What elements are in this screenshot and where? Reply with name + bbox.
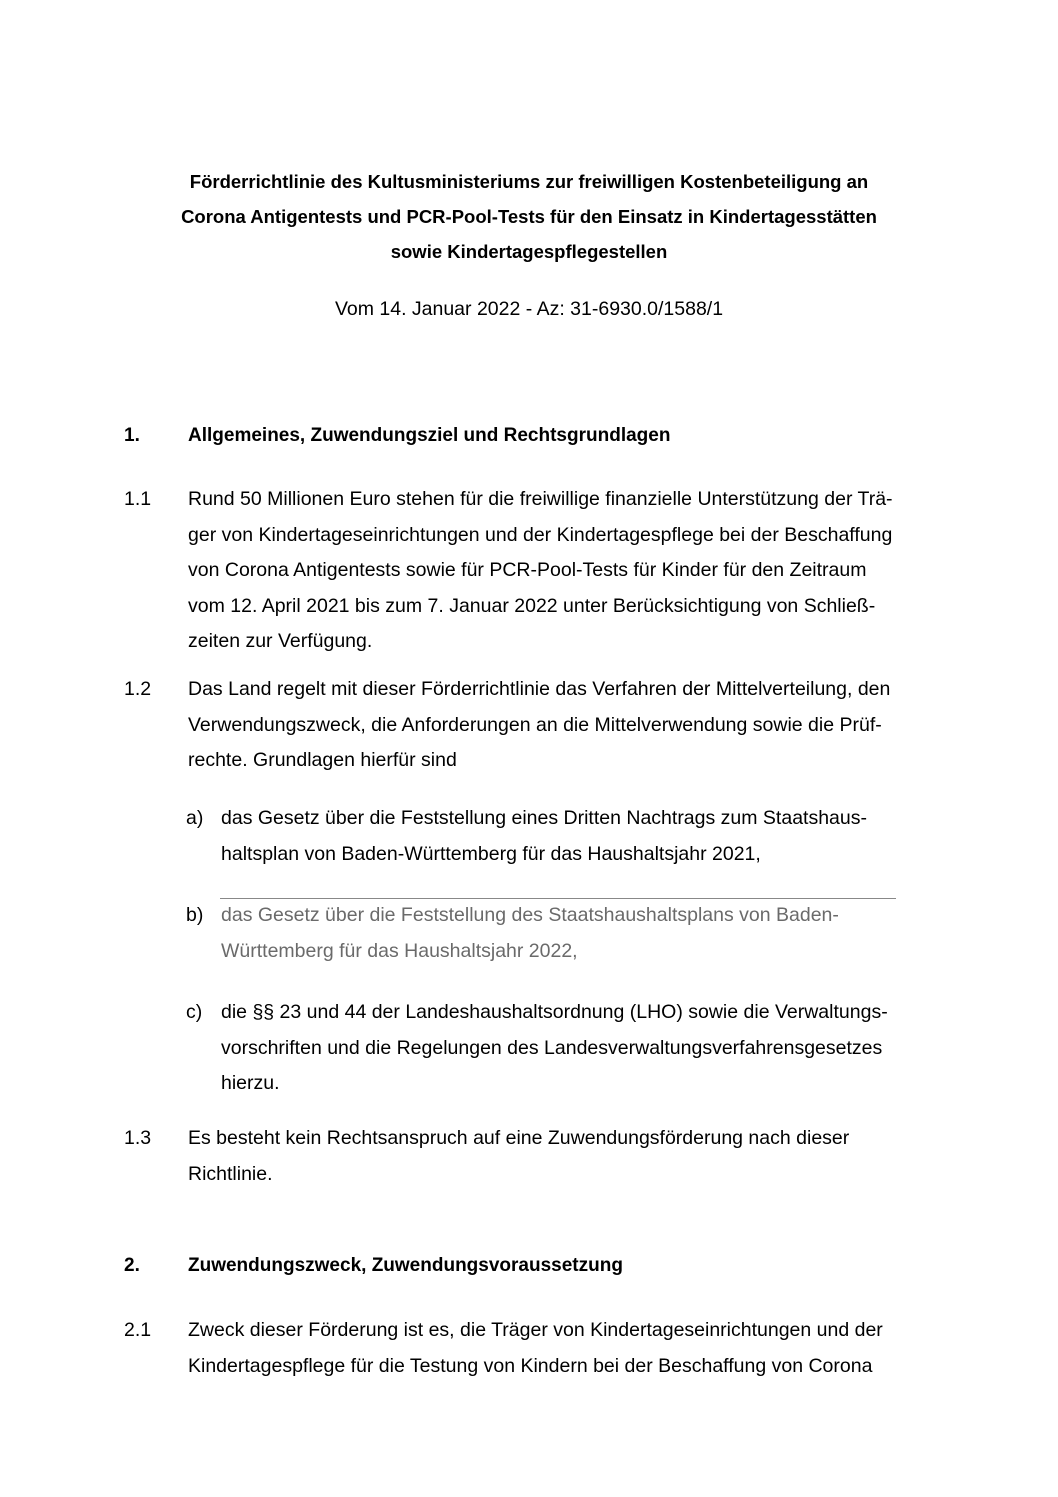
text-line: rechte. Grundlagen hierfür sind (188, 749, 457, 771)
text-line: das Gesetz über die Feststellung des Staatshaushaltsplans von Baden- (221, 904, 839, 926)
text-line: Verwendungszweck, die Anforderungen an die Mittelverwendung sowie die Prüf- (188, 713, 882, 736)
text-line: Das Land regelt mit dieser Förderrichtlinie das Verfahren der Mittelverteilung, den (188, 678, 891, 700)
document-title (0, 164, 1058, 269)
title-line: Förderrichtlinie des Kultusministeriums zur freiwilligen Kostenbeteiligung an (189, 171, 869, 192)
paragraph-text (188, 1121, 849, 1192)
title-line: Corona Antigentests und PCR-Pool-Tests für den Einsatz in Kindertagesstätten (181, 206, 877, 227)
paragraph-text (188, 482, 893, 660)
paragraph-number: 1.1 (124, 488, 152, 510)
section-number: 2. (124, 1255, 140, 1276)
text-line: Rund 50 Millionen Euro stehen für die freiwillige finanzielle Unterstützung der Trä- (188, 488, 893, 510)
text-line: Es besteht kein Rechtsanspruch auf eine Zuwendungsförderung nach dieser (188, 1127, 850, 1149)
paragraph-text (188, 1313, 883, 1384)
text-line: ger von Kindertageseinrichtungen und der Kindertagespflege bei der Beschaffung (188, 523, 893, 546)
section-title: Zuwendungszweck, Zuwendungsvoraussetzung (188, 1255, 623, 1276)
list-marker: b) (186, 904, 204, 926)
document-date-reference: Vom 14. Januar 2022 - Az: 31-6930.0/1588/1 (334, 298, 724, 320)
text-line: die §§ 23 und 44 der Landeshaushaltsordnung (LHO) sowie die Verwaltungs- (221, 1001, 888, 1023)
text-line: Zweck dieser Förderung ist es, die Träger von Kindertageseinrichtungen und der (188, 1319, 883, 1341)
text-line: von Corona Antigentests sowie für PCR-Pool-Tests für Kinder für den Zeitraum (188, 559, 867, 581)
text-line: vorschriften und die Regelungen des Landesverwaltungsverfahrensgesetzes (221, 1036, 883, 1059)
text-line: haltsplan von Baden-Württemberg für das Haushaltsjahr 2021, (221, 842, 761, 865)
list-marker: a) (186, 807, 204, 829)
text-line: Richtlinie. (188, 1162, 273, 1185)
title-line: sowie Kindertagespflegestellen (390, 241, 668, 262)
text-line: Kindertagespflege für die Testung von Kindern bei der Beschaffung von Corona (188, 1354, 873, 1377)
text-line: zeiten zur Verfügung. (188, 630, 373, 652)
paragraph-text (188, 672, 890, 779)
text-line: das Gesetz über die Feststellung eines Dritten Nachtrags zum Staatshaus- (221, 807, 867, 829)
paragraph-number: 2.1 (124, 1319, 152, 1341)
list-item-text (221, 801, 867, 872)
section-number: 1. (124, 425, 140, 446)
paragraph-number: 1.3 (124, 1127, 152, 1149)
text-line: Württemberg für das Haushaltsjahr 2022, (221, 939, 578, 962)
text-line: vom 12. April 2021 bis zum 7. Januar 2022 unter Berücksichtigung von Schließ- (188, 594, 876, 617)
list-marker: c) (186, 1001, 203, 1023)
section-title: Allgemeines, Zuwendungsziel und Rechtsgrundlagen (188, 425, 671, 446)
paragraph-number: 1.2 (124, 678, 152, 700)
list-item-text (221, 995, 888, 1102)
text-line: hierzu. (221, 1072, 280, 1094)
list-item-text (221, 898, 839, 969)
